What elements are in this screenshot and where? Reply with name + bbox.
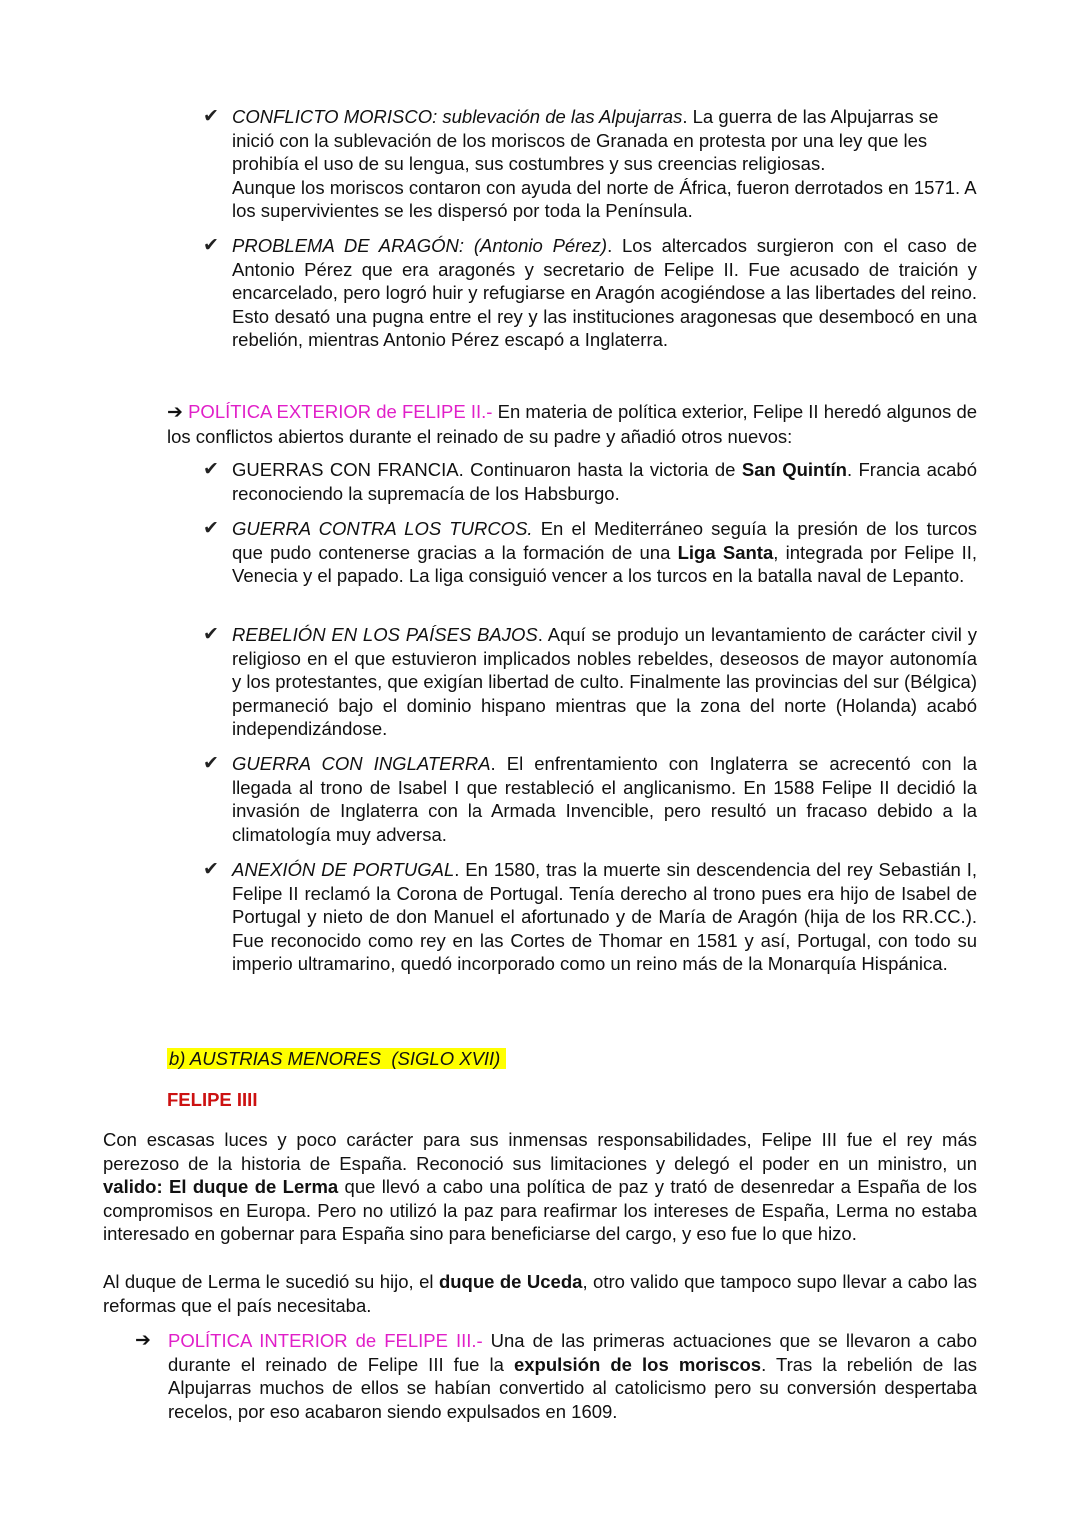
checkmark-icon: ✔ [203, 518, 219, 539]
paragraph-bold: valido: El duque de Lerma [103, 1176, 339, 1197]
highlighted-heading: b) AUSTRIAS MENORES (SIGLO XVII) [167, 1048, 506, 1069]
item-text: . Los altercados surgieron con el caso de Antonio Pérez que era aragonés y secretario de Felipe II. Fue acusado de traición y encarcelado, pero logró huir y refugiarse en Aragón acogiéndose a las libertades del reino. Esto desató una pugna entre el rey y las instituciones aragonesas que desembocó en una rebelión, mientras Antonio Pérez escapó a Inglaterra. [232, 235, 978, 350]
item-bold: Liga Santa [677, 541, 774, 563]
item-text: . Continuaron hasta la victoria de [458, 459, 742, 480]
section-heading-interior: POLÍTICA INTERIOR de FELIPE III.- [168, 1330, 483, 1351]
interior-felipe-iii-section [135, 1329, 977, 1423]
exterior-section [167, 400, 977, 448]
item-text: . Aquí se produjo un levantamiento de carácter civil y religioso en el que estuvieron implicados nobles rebeldes, deseosos de mayor autonomía y los protestantes, que exigían libertad de culto. Finalmente las provincias del sur (Bélgica) permaneció bajo el dominio hispano mientras que la zona del norte (Holanda) acabó independizándose. [232, 624, 977, 739]
arrow-right-icon: ➔ [167, 402, 183, 423]
paragraph-text: Con escasas luces y poco carácter para sus inmensas responsabilidades, Felipe III fue el rey más perezoso de la historia de España. Reconoció sus limitaciones y delegó el poder en un ministro, un [103, 1129, 977, 1174]
subheading-felipe: FELIPE IIII [167, 1089, 258, 1110]
list-item-portugal [203, 858, 977, 976]
paragraph-text-post: , otro valido que tampoco supo llevar a cabo las reformas que el país necesitaba. [103, 1271, 977, 1316]
section-heading-austrias-menores [167, 1047, 506, 1071]
list-item-francia [203, 458, 977, 505]
checkmark-icon: ✔ [203, 459, 219, 480]
item-text-continued: Aunque los moriscos contaron con ayuda del norte de África, fueron derrotados en 1571. A los supervivientes se les dispersó por toda la Península. [232, 176, 976, 221]
item-title: CONFLICTO MORISCO: sublevación de las Alpujarras [232, 106, 683, 127]
paragraph-felipe-iii [103, 1128, 977, 1246]
item-title: GUERRA CONTRA LOS TURCOS. [232, 518, 533, 539]
list-item-conflicto-morisco [203, 105, 977, 223]
checkmark-icon: ✔ [203, 624, 219, 645]
checkmark-icon: ✔ [203, 235, 219, 256]
list-item-inglaterra [203, 752, 977, 846]
item-text-post: , integrada por Felipe II, Venecia y el papado. La liga consiguió vencer a los turcos en la batalla naval de Lepanto. [232, 541, 977, 586]
item-title: PROBLEMA DE ARAGÓN: (Antonio Pérez) [232, 235, 608, 256]
item-bold: San Quintín [741, 459, 847, 480]
checkmark-icon: ✔ [203, 859, 219, 880]
paragraph-bold: duque de Uceda [438, 1271, 583, 1292]
interior-bold: expulsión de los moriscos [513, 1353, 762, 1375]
item-text-post: . Francia acabó reconociendo la supremacía de los Habsburgo. [232, 459, 977, 504]
paragraph-text-post: que llevó a cabo una política de paz y trató de desenredar a España de los compromisos en Europa. Pero no utilizó la paz para reafirmar los intereses de España, Lerma no estaba interesado en gobernar para España sino para beneficiarse del cargo, y eso fue lo que hizo. [103, 1176, 977, 1244]
item-text: . El enfrentamiento con Inglaterra se acrecentó con la llegada al trono de Isabel I que restableció el anglicanismo. En 1588 Felipe II decidió la invasión de Inglaterra con la Armada Invencible, pero resultó un fracaso debido a la climatología muy adversa. [232, 753, 977, 845]
item-title: GUERRAS CON FRANCIA [232, 459, 459, 480]
item-title: GUERRA CON INGLATERRA [232, 753, 491, 774]
paragraph-text: Al duque de Lerma le sucedió su hijo, el [103, 1271, 439, 1292]
item-title: ANEXIÓN DE PORTUGAL [232, 859, 455, 880]
section-heading-exterior: POLÍTICA EXTERIOR de FELIPE II.- [188, 401, 493, 422]
interior-text: Una de las primeras actuaciones que se llevaron a cabo durante el reinado de Felipe III fue la [168, 1330, 977, 1375]
exterior-intro: En materia de política exterior, Felipe II heredó algunos de los conflictos abiertos durante el reinado de su padre y añadió otros nuevos: [167, 401, 978, 447]
list-item-paises-bajos [203, 623, 977, 741]
checkmark-icon: ✔ [203, 106, 219, 127]
item-title: REBELIÓN EN LOS PAÍSES BAJOS [232, 624, 538, 645]
item-text: En el Mediterráneo seguía la presión de los turcos que pudo contenerse gracias a la formación de una [232, 518, 978, 563]
interior-text-post: . Tras la rebelión de las Alpujarras muchos de ellos se habían convertido al catolicismo pero su conversión despertaba recelos, por eso acabaron siendo expulsados en 1609. [168, 1353, 978, 1422]
checkmark-icon: ✔ [203, 753, 219, 774]
list-item-turcos [203, 517, 977, 588]
item-text: . La guerra de las Alpujarras se inició con la sublevación de los moriscos de Granada en protesta por una ley que les prohibía el uso de su lengua, sus costumbres y sus creencias religiosas. [232, 106, 939, 174]
item-text: . En 1580, tras la muerte sin descendencia del rey Sebastián I, Felipe II reclamó la Corona de Portugal. Tenía derecho al trono pues era hijo de Isabel de Portugal y nieto de don Manuel el afortunado y de María de Aragón (hija de los RR.CC.). Fue reconocido como rey en las Cortes de Thomar en 1581 y así, Portugal, con todo su imperio ultramarino, quedó incorporado como un reino más de la Monarquía Hispánica. [232, 859, 977, 974]
arrow-right-icon: ➔ [135, 1330, 151, 1351]
list-item-problema-aragon [203, 234, 977, 352]
paragraph-duque-uceda [103, 1270, 977, 1317]
